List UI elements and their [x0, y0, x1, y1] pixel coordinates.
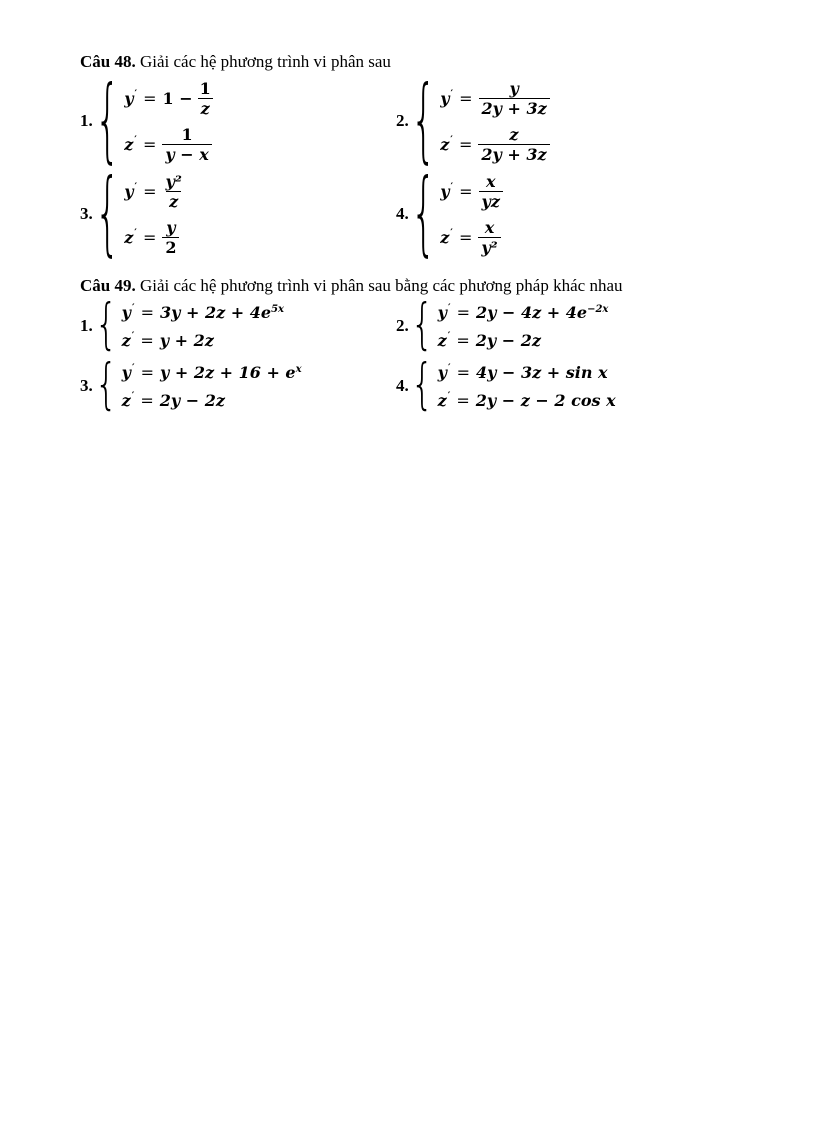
equation-z: z ′ = $\frac{x}{\text{y²}}$ [440, 218, 503, 257]
left-brace: { [410, 294, 434, 356]
left-brace: { [94, 294, 118, 356]
equation-y: y ′ = $\frac{\text{y²}}{z}$ [124, 171, 182, 211]
equation-z: z ′ = $\frac{1}{y - x}$ [124, 125, 214, 164]
equation-y: y ′ = $\frac{x}{yz}$ [440, 172, 503, 211]
system-number: 3. [80, 204, 93, 223]
question-49-heading [80, 276, 623, 296]
question-48-text: Giải các hệ phương trình vi phân sau [139, 52, 391, 71]
system-number: 1. [80, 111, 93, 130]
question-48-heading [80, 52, 391, 72]
left-brace: { [94, 354, 118, 416]
equation-y: y ′ = $\frac{y}{2y + 3z}$ [440, 79, 550, 118]
equation-y: y ′ = 2y − 4z + 4e $^{-2x}$ [437, 302, 609, 322]
left-brace: { [94, 68, 121, 174]
system-number: 4. [396, 204, 409, 223]
system-number: 2. [396, 316, 409, 335]
system-48-3 [80, 161, 185, 267]
system-49-3 [80, 354, 302, 416]
system-number: 2. [396, 111, 409, 130]
system-number: 3. [80, 376, 93, 395]
equation-z: z ′ = 2y − z − 2 cos x [437, 390, 616, 410]
equation-z: z ′ = $\frac{y}{2}$ [124, 218, 185, 257]
equation-z: z ′ = 2y − 2z [121, 390, 225, 410]
system-number: 4. [396, 376, 409, 395]
left-brace: { [410, 354, 434, 416]
system-49-1 [80, 294, 284, 356]
equation-y: y ′ = 3y + 2z + 4e $^{5x}$ [121, 302, 284, 322]
system-49-2 [396, 294, 609, 356]
equation-z: z ′ = 2y − 2z [437, 330, 541, 350]
system-48-4 [396, 161, 503, 267]
system-48-1 [80, 68, 214, 174]
equation-z: z ′ = y + 2z [121, 330, 214, 350]
question-49-text: Giải các hệ phương trình vi phân sau bằng các phương pháp khác nhau [139, 276, 623, 295]
equation-z: z ′ = $\frac{z}{2y + 3z}$ [440, 125, 550, 164]
left-brace: { [410, 161, 437, 267]
system-49-4 [396, 354, 616, 416]
system-48-2 [396, 68, 550, 174]
left-brace: { [410, 68, 437, 174]
question-49-label: Câu 49. [80, 276, 136, 295]
question-48-label: Câu 48. [80, 52, 136, 71]
system-number: 1. [80, 316, 93, 335]
equation-y: y ′ = 1 − $\frac{1}{z}$ [124, 78, 211, 118]
equation-y: y ′ = 4y − 3z + sin x [437, 362, 608, 382]
equation-y: y ′ = y + 2z + 16 + e $^x$ [121, 362, 302, 382]
left-brace: { [94, 161, 121, 267]
